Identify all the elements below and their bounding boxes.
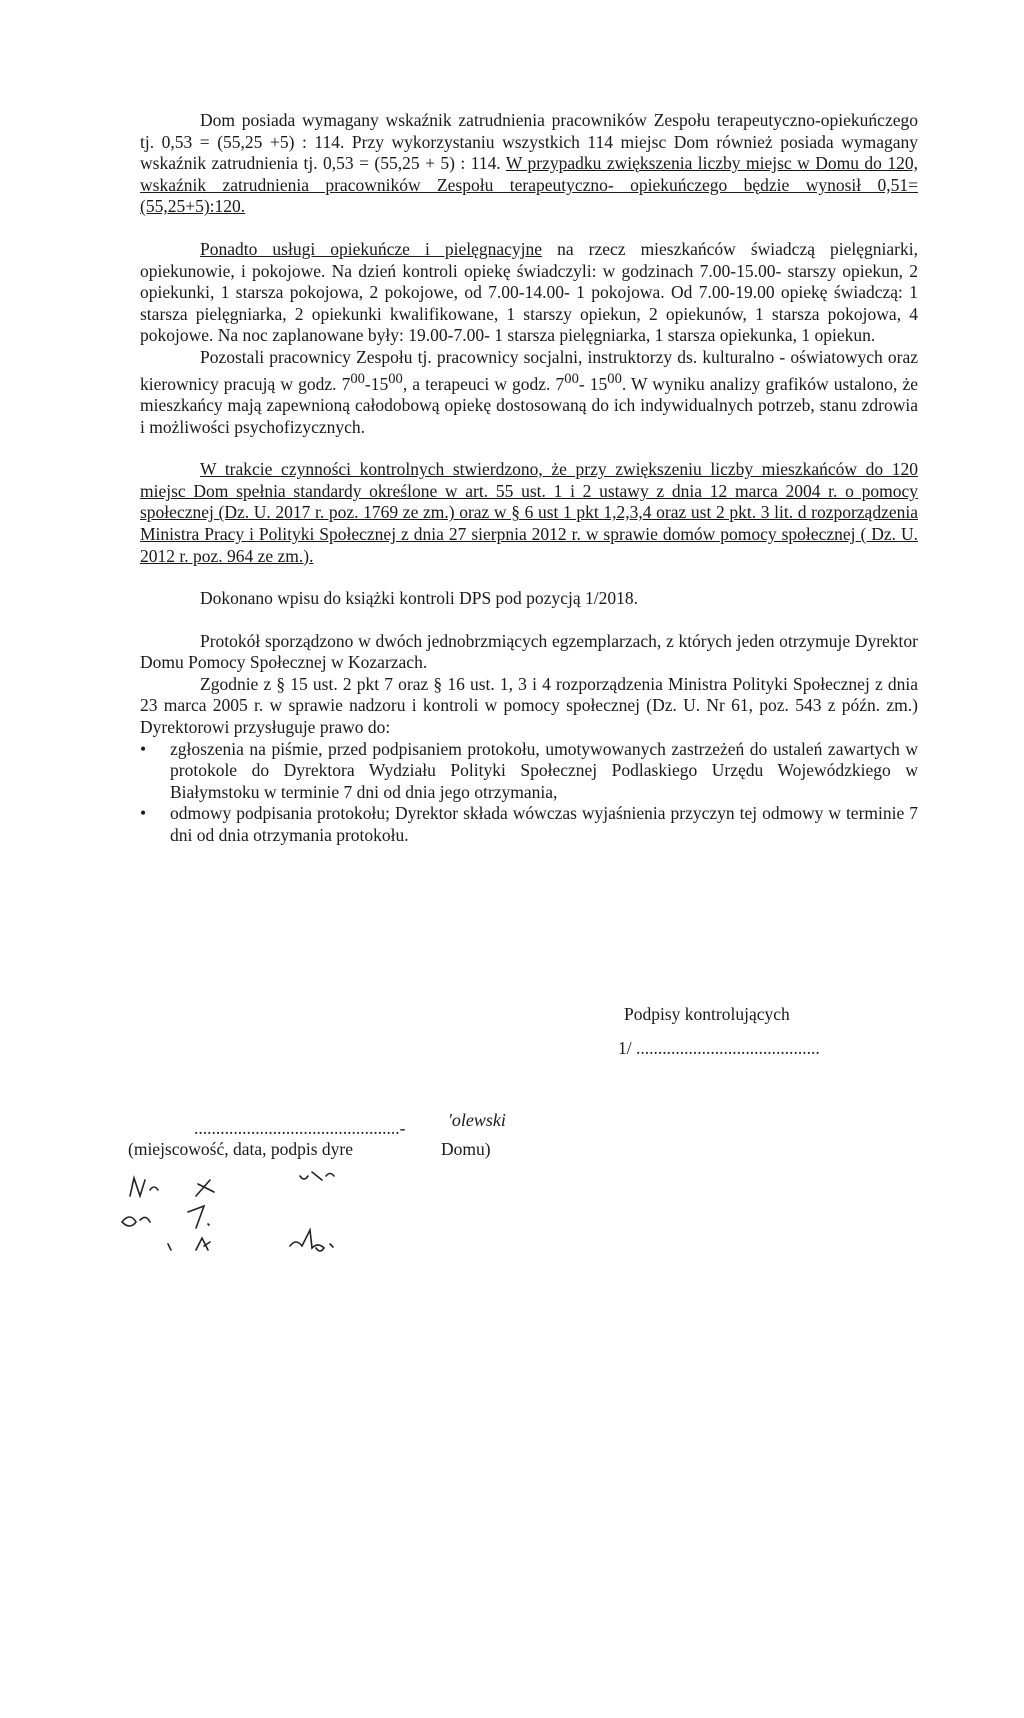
handwriting-mark	[196, 1238, 210, 1250]
paragraph-protocol-copies: Protokół sporządzono w dwóch jednobrzmiących egzemplarzach, z których jeden otrzymuje Dyrektor Domu Pomocy Społecznej w Kozarzach.	[140, 630, 918, 673]
care-services-underlined: Ponadto usługi opiekuńcze i pielęgnacyjne	[200, 238, 543, 259]
handwriting-mark	[130, 1178, 145, 1196]
hour-superscript: 00	[564, 370, 579, 387]
staffing-ratio-120-text: W przypadku zwiększenia liczby miejsc w Domu do 120, wskaźnik zatrudnienia pracowników Zespołu terapeutyczno- opiekuńczego będzie wynosił 0,51= (55,25+5):120.	[140, 153, 918, 217]
other-staff-text-4: - 15	[578, 373, 608, 394]
spacer	[140, 610, 918, 631]
stamp-fragment-name: 'olewski	[448, 1110, 506, 1130]
paragraph-care-services	[140, 239, 918, 347]
handwriting-mark	[290, 1230, 333, 1251]
rights-list-item: • zgłoszenia na piśmie, przed podpisaniem protokołu, umotywowanych zastrzeżeń do ustaleń zawartych w protokole do Dyrektora Wydziału Polityki Społecznej Podlaskiego Urzędu Wojewódzkiego w Białymstoku w terminie 7 dni od dnia jego otrzymania,	[140, 739, 918, 804]
spacer	[140, 218, 918, 239]
stamp-fragment-title: Domu)	[441, 1139, 491, 1159]
other-staff-text-5: . W wyniku analizy grafików ustalono, że mieszkańcy mają zapewnioną całodobową opiekę dostosowaną do ich indywidualnych potrzeb, stanu zdrowia i możliwości psychofizycznych.	[140, 373, 919, 437]
paragraph-control-book-entry: Dokonano wpisu do książki kontroli DPS pod pozycją 1/2018.	[200, 588, 638, 609]
signature-line-1: 1/ ..........................................	[618, 1038, 820, 1058]
document-body	[140, 110, 918, 847]
hour-superscript: 00	[350, 370, 365, 387]
place-date-dotted-line: ...............................................-	[194, 1118, 406, 1138]
handwriting-mark	[300, 1172, 334, 1180]
spacer	[140, 567, 918, 588]
other-staff-text-1: Pozostali pracownicy Zespołu tj. pracownicy socjalni, instruktorzy ds. kulturalno - oświatowych oraz kierownicy pracują w godz. 7	[140, 346, 918, 394]
spacer	[140, 438, 918, 459]
hour-superscript: 00	[388, 370, 403, 387]
care-services-text: na rzecz mieszkańców świadczą pielęgniarki, opiekunowie, i pokojowe. Na dzień kontroli opiekę świadczyli: w godzinach 7.00-15.00- starszy opiekun, 2 opiekunki, 1 starsza pokojowa, 2 pokojowe, od 7.00-14.00- 1 pokojowa. Od 7.00-19.00 opiekę świadczą: 1 starsza pielęgniarka, 2 opiekunki kwalifikowane, 1 starszy opiekun, 2 opiekunów, 1 starsza pokojowa, 4 pokojowe. Na noc zaplanowane były: 19.00-7.00- 1 starsza pielęgniarka, 1 starsza opiekunka, 1 opiekun.	[140, 238, 918, 346]
handwriting-mark	[122, 1217, 150, 1226]
handwriting-mark	[150, 1187, 158, 1190]
rights-list-item: • odmowy podpisania protokołu; Dyrektor składa wówczas wyjaśnienia przyczyn tej odmowy w terminie 7 dni od dnia otrzymania protokołu.	[140, 803, 918, 846]
other-staff-text-2: -15	[364, 373, 389, 394]
paragraph-standards-compliance: W trakcie czynności kontrolnych stwierdzono, że przy zwiększeniu liczby mieszkańców do 120 miejsc Dom spełnia standardy określone w art. 55 ust. 1 i 2 ustawy z dnia 12 marca 2004 r. o pomocy społecznej (Dz. U. 2017 r. poz. 1769 ze zm.) oraz w § 6 ust 1 pkt 1,2,3,4 oraz ust 2 pkt. 3 lit. d rozporządzenia Ministra Pracy i Polityki Społecznej z dnia 27 sierpnia 2012 r. w sprawie domów pomocy społecznej ( Dz. U. 2012 r. poz. 964 ze zm.).	[140, 459, 918, 566]
rights-list	[140, 739, 918, 847]
handwriting-mark	[168, 1244, 171, 1250]
handwriting-mark	[196, 1180, 214, 1196]
handwriting-mark	[188, 1206, 209, 1228]
staffing-ratio-text: Dom posiada wymagany wskaźnik zatrudnienia pracowników Zespołu terapeutyczno-opiekuńczego tj. 0,53 = (55,25 +5) : 114. Przy wykorzystaniu wszystkich 114 miejsc Dom również posiada wymagany wskaźnik zatrudnienia tj. 0,53 = (55,25 + 5) : 114.	[140, 110, 918, 174]
paragraph-other-staff	[140, 347, 918, 438]
place-date-caption: (miejscowość, data, podpis dyre	[128, 1139, 354, 1159]
hour-superscript: 00	[607, 370, 622, 387]
paragraph-director-rights: Zgodnie z § 15 ust. 2 pkt 7 oraz § 16 ust. 1, 3 i 4 rozporządzenia Ministra Polityki Społecznej z dnia 23 marca 2005 r. w sprawie nadzoru i kontroli w pomocy społecznej (Dz. U. Nr 61, poz. 543 z późn. zm.) Dyrektorowi przysługuje prawo do:	[140, 673, 918, 738]
signatures-title: Podpisy kontrolujących	[624, 1004, 790, 1024]
paragraph-staffing-ratio	[140, 110, 918, 218]
other-staff-text-3: , a terapeuci w godz. 7	[402, 373, 565, 394]
